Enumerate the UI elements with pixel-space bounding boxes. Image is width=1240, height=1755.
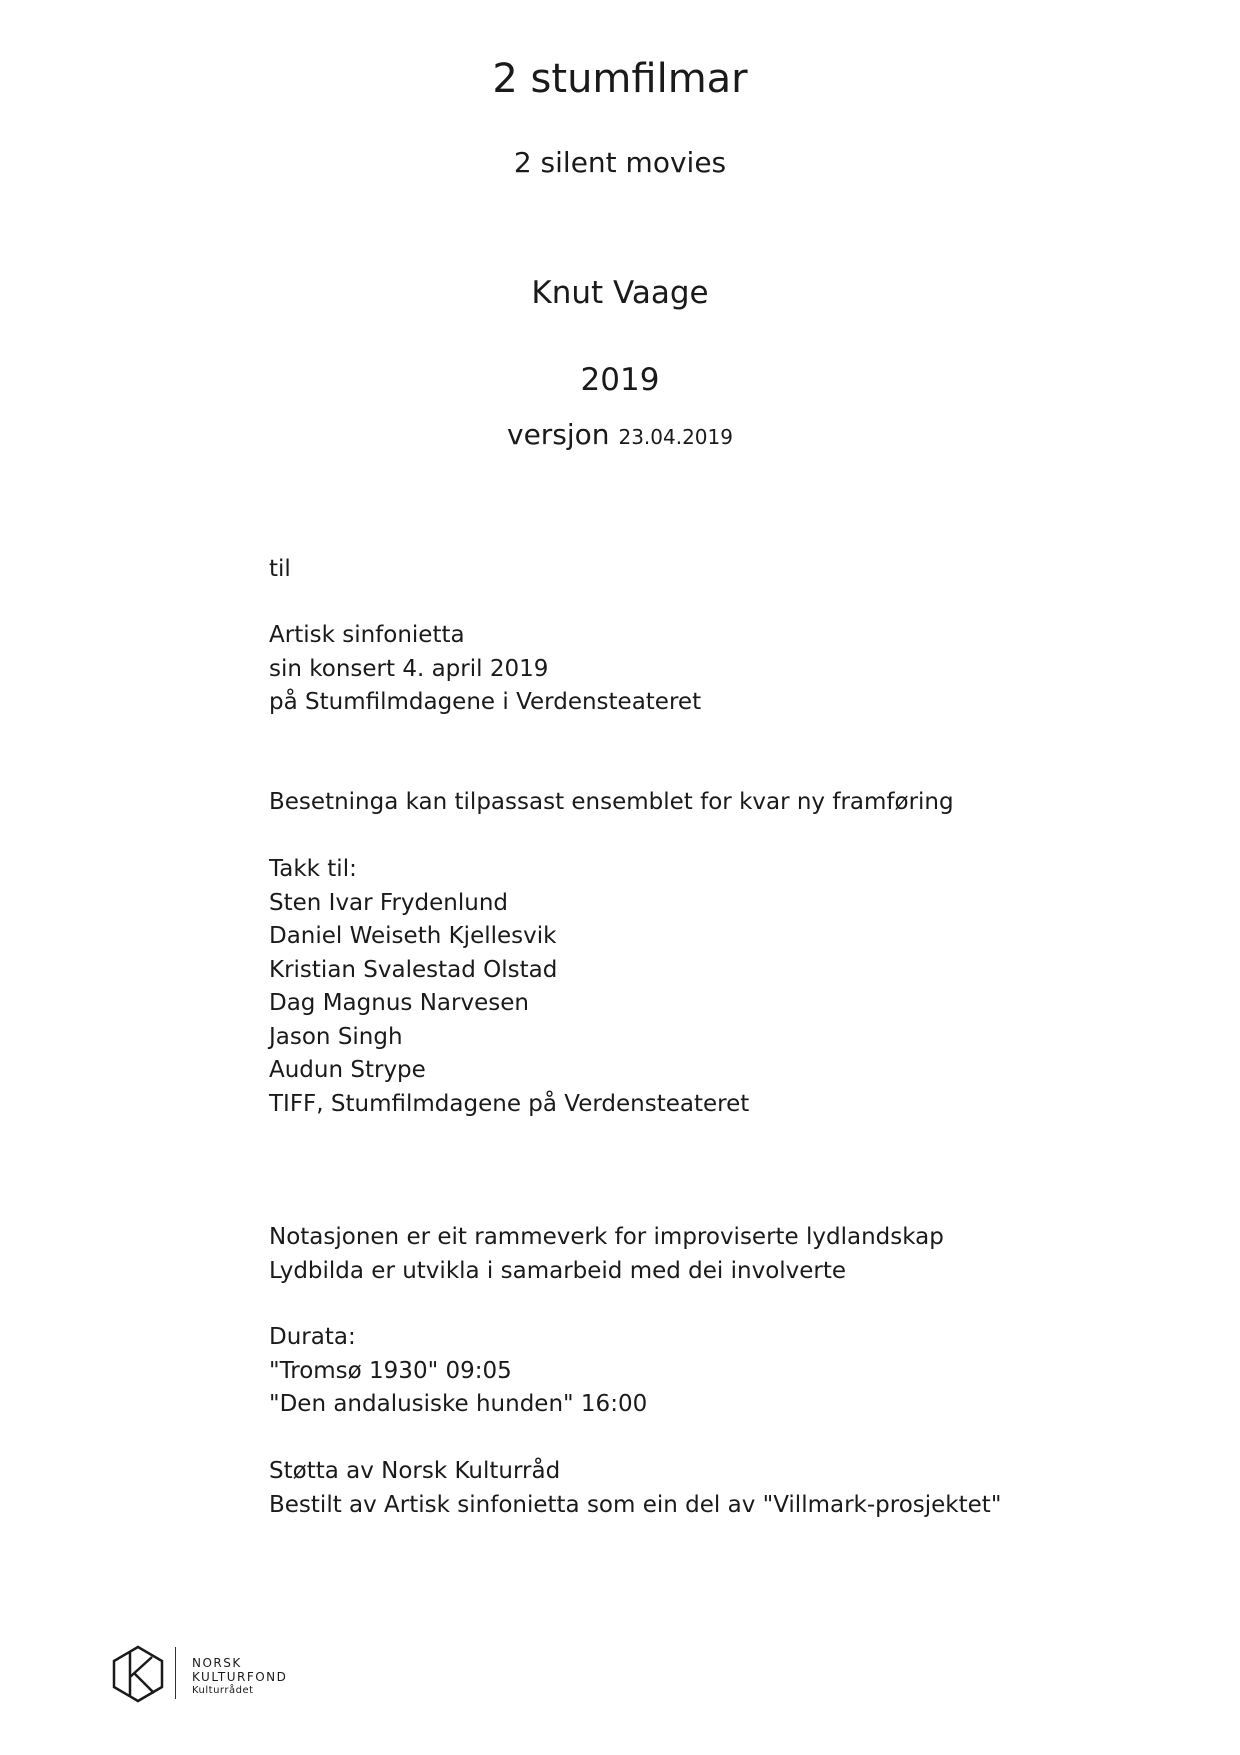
version-label: versjon (507, 418, 610, 451)
duration-item: "Tromsø 1930" 09:05 (269, 1357, 512, 1384)
logo-text (192, 1656, 287, 1698)
dedication-line: sin konsert 4. april 2019 (269, 655, 549, 682)
thanks-name: TIFF, Stumfilmdagene på Verdensteateret (269, 1090, 750, 1117)
version-line (0, 418, 1240, 451)
notation-note: Lydbilda er utvikla i samarbeid med dei involverte (269, 1257, 847, 1284)
thanks-name: Kristian Svalestad Olstad (269, 956, 558, 983)
logo-line-kulturfond: KULTURFOND (192, 1670, 288, 1684)
dedication-to (269, 553, 1169, 587)
thanks-name: Daniel Weiseth Kjellesvik (269, 923, 557, 949)
support-block (269, 1455, 1169, 1522)
thanks-name: Dag Magnus Narvesen (269, 990, 529, 1016)
support-line: Støtta av Norsk Kulturråd (269, 1458, 561, 1484)
dedication-to-label: til (269, 556, 291, 582)
norsk-kulturfond-logo (110, 1645, 300, 1705)
kulturfond-logo-icon (110, 1645, 166, 1703)
support-line: Bestilt av Artisk sinfonietta som ein del av "Villmark-prosjektet" (269, 1491, 1002, 1518)
work-subtitle: 2 silent movies (513, 146, 727, 179)
version-date: 23.04.2019 (618, 425, 733, 449)
instrumentation-note: Besetninga kan tilpassast ensemblet for kvar ny framføring (269, 789, 954, 815)
thanks-name: Audun Strype (269, 1057, 426, 1083)
logo-line-norsk: NORSK (192, 1656, 242, 1670)
duration-item: "Den andalusiske hunden" 16:00 (269, 1391, 648, 1417)
thanks-name: Sten Ivar Frydenlund (269, 889, 509, 916)
duration-heading: Durata: (269, 1324, 356, 1350)
duration-block (269, 1321, 1169, 1422)
composition-year: 2019 (580, 362, 660, 398)
dedication-line: Artisk sinfonietta (269, 622, 465, 648)
thanks-block (269, 853, 1169, 1121)
logo-line-kulturradet: Kulturrådet (192, 1685, 254, 1696)
composer-name: Knut Vaage (531, 275, 709, 311)
dedication-line: på Stumfilmdagene i Verdensteateret (269, 689, 702, 715)
thanks-heading: Takk til: (269, 856, 357, 882)
thanks-name: Jason Singh (269, 1023, 403, 1050)
logo-divider (175, 1647, 176, 1699)
dedication-block (269, 619, 1169, 720)
notation-block (269, 1221, 1169, 1288)
notation-note: Notasjonen er eit rammeverk for improviserte lydlandskap (269, 1224, 944, 1250)
instrumentation-block (269, 786, 1169, 820)
work-title: 2 stumfilmar (492, 56, 748, 102)
